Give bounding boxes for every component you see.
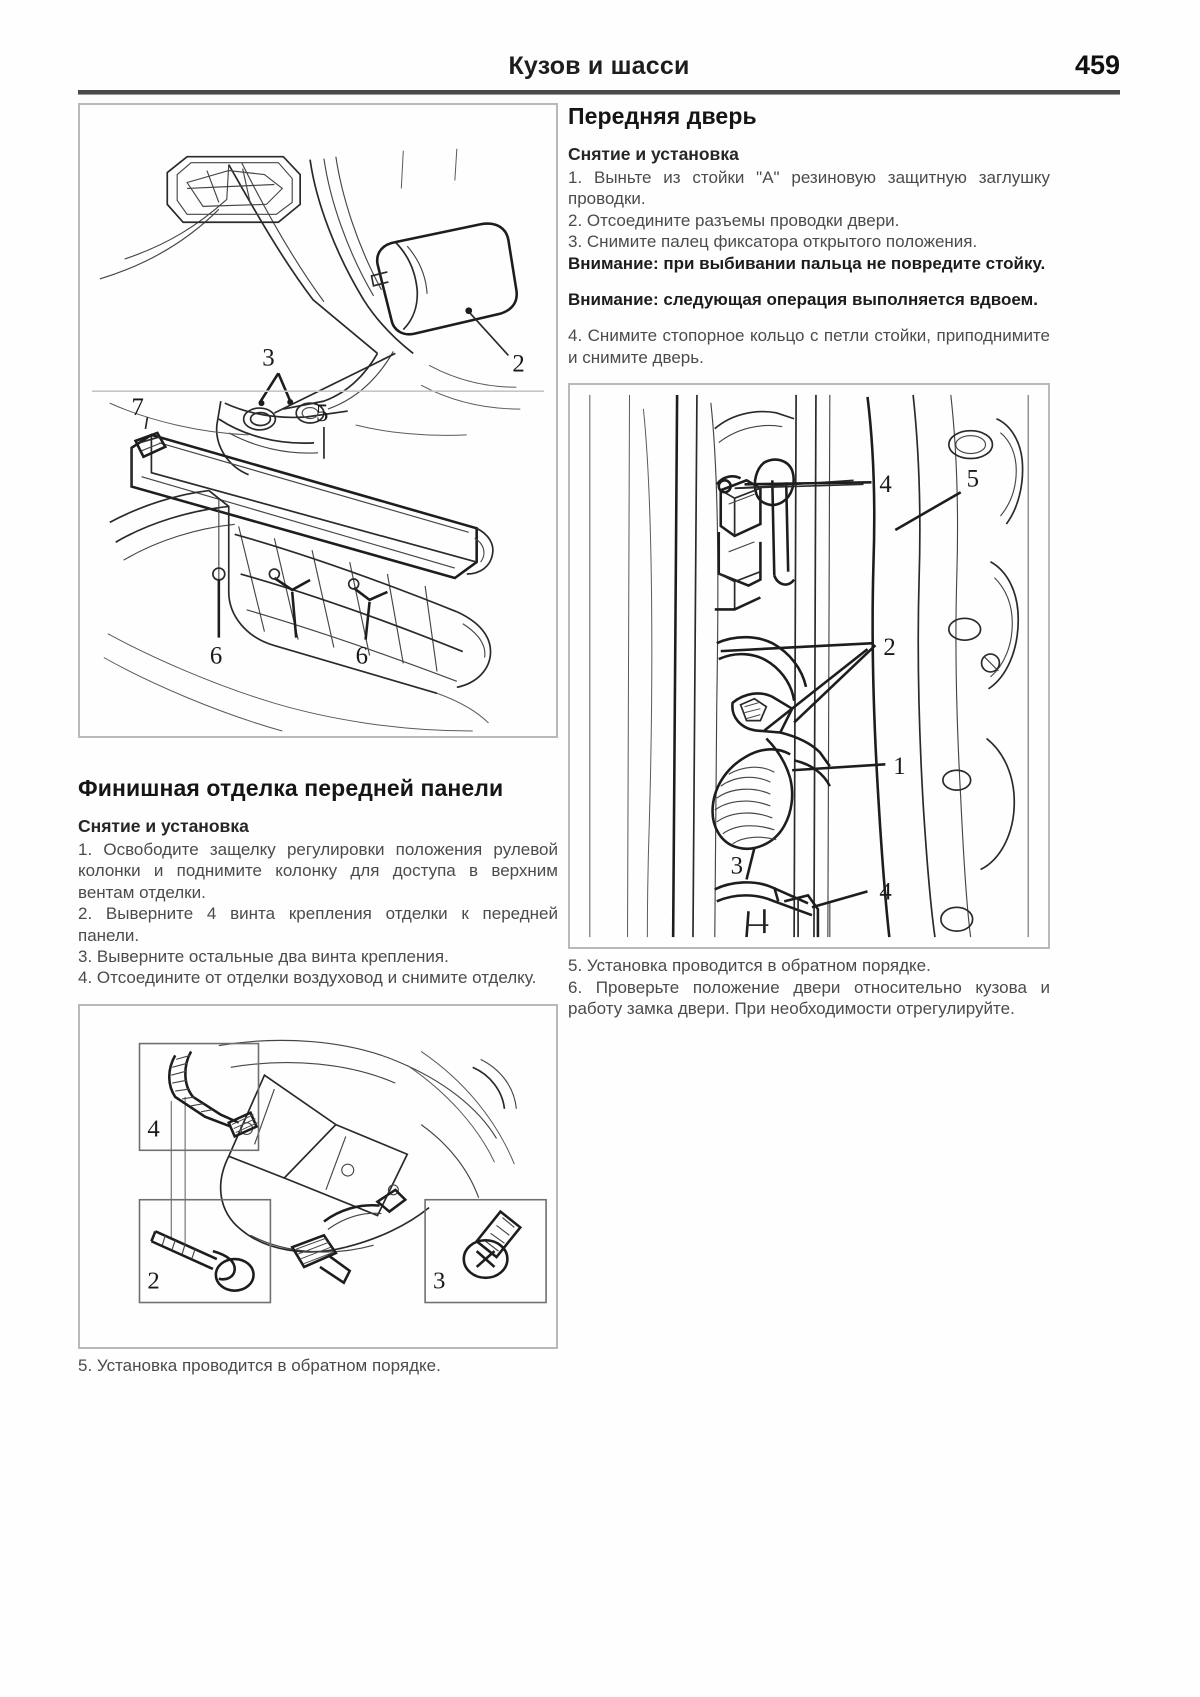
caption-bottom-left: 5. Установка проводится в обратном порядке. — [78, 1355, 441, 1375]
callout-5-right: 5 — [966, 465, 980, 493]
figure-dashboard-trim — [78, 103, 558, 738]
step-5-right: 5. Установка проводится в обратном порядке. — [568, 956, 931, 976]
warning-1: Внимание: при выбивании пальца не повредите стойку. — [568, 253, 1046, 273]
callout-4-top: 4 — [879, 471, 892, 499]
step-4-right: 4. Снимите стопорное кольцо с петли стойки, приподнимите и снимите дверь. — [568, 326, 1050, 367]
page-header — [78, 52, 1120, 94]
step-3-right: 3. Снимите палец фиксатора открытого положения. — [568, 232, 978, 252]
callout-7: 7 — [131, 394, 144, 422]
step-3-left: 3. Выверните остальные два винта крепления. — [78, 947, 449, 967]
step-6-right: 6. Проверьте положение двери относительно кузова и работу замка двери. При необходимости отрегулируйте. — [568, 977, 1050, 1019]
front-door-hinge-drawing — [570, 385, 1048, 947]
front-panel-fasteners-drawing — [80, 1006, 556, 1347]
callout-5: 5 — [316, 399, 329, 428]
step-1-right: 1. Выньте из стойки "A" резиновую защитную заглушку проводки. — [568, 168, 1050, 209]
callout-4-bottom: 4 — [879, 878, 892, 906]
subsection-removal-install-left: Снятие и установка — [78, 816, 249, 836]
callout-6-left: 6 — [209, 642, 223, 670]
figure-front-panel-fasteners — [78, 1004, 558, 1349]
callout-1-right: 1 — [893, 753, 906, 781]
step-1-left: 1. Освободите защелку регулировки положения рулевой колонки и поднимите колонку для доступа в верхним вентам отделки. — [78, 840, 558, 902]
callout-3-right: 3 — [730, 852, 744, 880]
right-column — [568, 103, 1050, 1019]
step-2-right: 2. Отсоедините разъемы проводки двери. — [568, 210, 900, 230]
callout-3-inset: 3 — [433, 1267, 446, 1295]
left-column — [78, 103, 558, 1376]
figure-front-door-hinge — [568, 383, 1050, 949]
step-4-left: 4. Отсоедините от отделки воздуховод и снимите отделку. — [78, 968, 537, 988]
callout-2-inset: 2 — [147, 1267, 160, 1295]
subsection-removal-install-right: Снятие и установка — [568, 144, 739, 164]
callout-3: 3 — [262, 344, 275, 372]
callout-2: 2 — [512, 350, 525, 378]
header-divider — [78, 90, 1120, 95]
page-number: 459 — [1074, 50, 1120, 80]
page-title: Кузов и шасси — [508, 52, 690, 80]
section-title-front-panel-trim: Финишная отделка передней панели — [78, 775, 504, 801]
callout-6-right: 6 — [355, 642, 369, 670]
dashboard-trim-drawing — [80, 105, 556, 736]
section-title-front-door: Передняя дверь — [568, 103, 757, 129]
callout-4-inset: 4 — [147, 1115, 160, 1143]
step-2-left: 2. Выверните 4 винта крепления отделки к передней панели. — [78, 904, 558, 945]
callout-2-right: 2 — [883, 634, 896, 662]
warning-2: Внимание: следующая операция выполняется вдвоем. — [568, 290, 1038, 310]
